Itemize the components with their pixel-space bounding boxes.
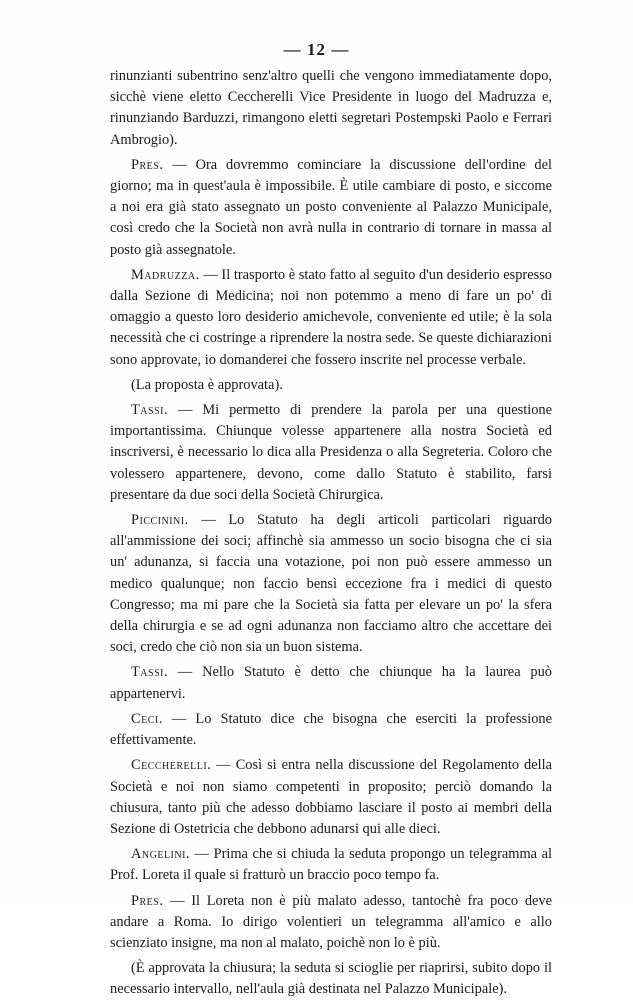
paragraph-text: rinunzianti subentrino senz'altro quelli che vengono immediatamente dopo, sicchè viene eletto Ceccherelli Vice Presidente in luogo del Madruzza e, rinunziando Barduzzi, rimangono eletti segretari Postempski Paolo e Ferrari Ambrogio). [110,68,552,148]
paragraph-text: — Lo Statuto dice che bisogna che eserciti la professione effettivamente. [110,710,552,749]
paragraph-piccinini [110,510,552,658]
speaker-name: Piccinini. [131,512,189,529]
page-number: — 12 — [283,40,350,59]
speaker-name: Pres. [131,156,164,173]
paragraph-text: — Lo Statuto ha degli articoli particolari riguardo all'ammissione dei soci; affinchè sia ammesso un socio bisogna che ci sia un' adunanza, si faccia una votazione, poi non può essere ammesso un medico qualunque; non faccio bensì eccezione fra i medici di questo Congresso; ma mi pare che la Società sia fatta per elevare un po' la sfera della chirurgia e se ad ogni adunanza non facciamo altro che accettare dei soci, credo che ciò non sia un buon sistema. [110,512,552,656]
speaker-name: Tassi. [131,664,169,681]
paragraph-proposal-approved [110,375,552,396]
paragraph-ceci [110,709,552,751]
paragraph-tassi-1 [110,400,552,506]
speaker-name: Ceccherelli. [131,757,212,774]
paragraph-text: — Nello Statuto è detto che chiunque ha la laurea può appartenervi. [110,664,552,702]
paragraph-closing [110,958,552,1000]
speaker-name: Tassi. [131,402,169,419]
paragraph-text: — Mi permetto di prendere la parola per una questione importantissima. Chiunque volesse appartenere alla nostra Società ed inscriversi, è necessario lo dica alla Presidenza o alla Segreteria. Coloro che volessero appartenere, devono, come dallo Statuto è stabilito, farsi presentare da due soci della Società Chirurgica. [110,402,552,503]
paragraph-pres-1 [110,155,552,261]
speaker-name: Pres. [131,892,164,909]
paragraph-madruzza [110,265,552,371]
paragraph-continuation [110,66,552,151]
paragraph-tassi-2 [110,662,552,704]
paragraph-text: — Così si entra nella discussione del Regolamento della Società e noi non siamo competenti in proposito; perciò domando la chiusura, tanto più che adesso dobbiamo lasciare il posto ai membri della Sezione di Ostetricia che debbono adunarsi qui alle dieci. [110,757,552,837]
speaker-name: Ceci. [131,710,163,727]
paragraph-text: — Prima che si chiuda la seduta propongo un telegramma al Prof. Loreta il quale si fratturò un braccio poco tempo fa. [110,846,552,884]
paragraph-text: — Ora dovremmo cominciare la discussione dell'ordine del giorno; ma in quest'aula è impossibile. È utile cambiare di posto, e siccome a noi era già stato assegnato un posto conveniente al Palazzo Municipale, così credo che la Società non avrà nulla in contrario di tornare in massa al posto già assegnatole. [110,156,552,258]
paragraph-text: (È approvata la chiusura; la seduta si scioglie per riaprirsi, subito dopo il necessario intervallo, nell'aula già destinata nel Palazzo Municipale). [110,960,552,998]
paragraph-pres-2 [110,891,552,955]
body-text [110,66,552,1005]
paragraph-text: — Il Loreta non è più malato adesso, tantochè fra poco deve andare a Roma. Io dirigo volentieri un telegramma all'amico e allo scienziato insigne, ma non al malato, poichè non lo è più. [110,892,552,951]
speaker-name: Madruzza. [131,266,200,283]
paragraph-text: — Il trasporto è stato fatto al seguito d'un desiderio espresso dalla Sezione di Medicina; noi non potemmo a meno di fare un po' di omaggio a questo loro desiderio amichevole, conveniente ed utile; è la sola necessità che ci costringe a riprendere la nostra sede. Se queste dichiarazioni sono approvate, io domanderei che fossero inscrite nel processe verbale. [110,266,552,368]
speaker-name: Angelini. [131,846,191,863]
paragraph-ceccherelli [110,755,552,840]
paragraph-text: (La proposta è approvata). [131,376,283,393]
paragraph-angelini [110,844,552,886]
